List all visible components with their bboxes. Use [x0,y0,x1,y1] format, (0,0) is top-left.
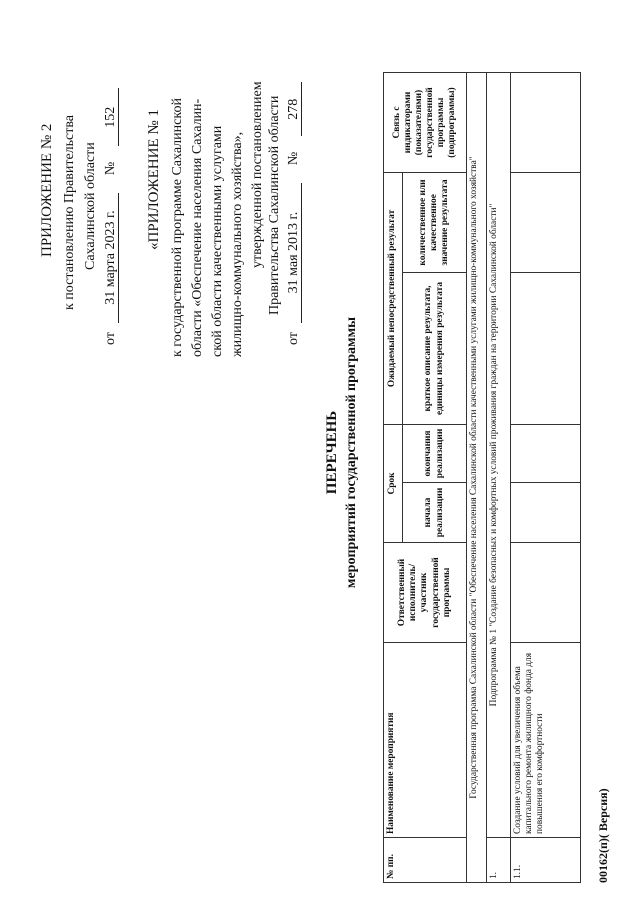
table-row [467,73,487,883]
prior-appendix-number-label: № [286,151,301,166]
item-expected-desc [511,273,581,425]
appendix-line-2: Сахалинской области [83,142,98,270]
list-title: ПЕРЕЧЕНЬ [324,410,340,495]
header-num: № пп. [384,838,467,883]
program-row: Государственная программа Сахалинской области "Обеспечение населения Сахалинской области качественными услугами жилищно-коммунального хозяйства" [467,73,487,883]
prior-appendix-date-line [287,82,302,345]
prior-appendix-number: 278 [287,82,302,136]
header-term-end: окончания реализации [403,425,467,483]
header-responsible: Ответственный исполнитель/участник государственной программы [384,543,467,643]
footer-version: 00162(п)( Версия) [596,788,610,883]
item-term-start [511,483,581,543]
subprogram-num: 1. [487,838,511,883]
item-expected-value [511,173,581,273]
table-row [511,73,581,883]
item-term-end [511,425,581,483]
item-num: 1.1. [511,838,581,883]
appendix-date: 31 марта 2023 г. [104,193,119,323]
item-link [511,73,581,173]
subprogram-title: Подпрограмма № 1 "Создание безопасных и комфортных условий проживания граждан на территории Сахалинской области" [487,73,511,838]
list-subtitle: мероприятий государственной программы [344,316,359,589]
appendix-date-line [104,88,119,345]
prior-appendix-date-prefix: от [286,332,301,345]
prior-appendix-line-2: области «Обеспечение населения Сахалин- [190,98,205,357]
appendix-title: ПРИЛОЖЕНИЕ № 2 [39,123,55,257]
table-row [487,73,511,883]
measures-table [383,72,581,883]
header-name: Наименование мероприятия [384,643,467,838]
prior-appendix-line-5: утвержденной постановлением [250,81,265,268]
item-responsible [511,543,581,643]
header-expected-value: количественное или качественное значение результата [403,173,467,273]
header-term: Срок [384,425,403,543]
header-term-start: начала реализации [403,483,467,543]
appendix-number: 152 [104,88,119,146]
item-name: Создание условий для увеличения объема капитального ремонта жилищного фонда для повышения его комфортности [511,643,581,838]
appendix-line-1: к постановлению Правительства [62,114,77,310]
prior-appendix-date: 31 мая 2013 г. [287,183,302,323]
prior-appendix-line-4: жилищно-коммунального хозяйства», [230,131,245,357]
header-link: Связь с индикаторами (показателями) государственной программы (подпрограммы) [384,73,467,173]
prior-appendix-line-6: Правительства Сахалинской области [267,95,282,315]
prior-appendix-line-3: ской области качественными услугами [210,125,225,357]
header-expected: Ожидаемый непосредственный результат [384,173,403,425]
prior-appendix-title: «ПРИЛОЖЕНИЕ № 1 [146,109,162,250]
header-expected-desc: краткое описание результата, единицы измерения результата [403,273,467,425]
appendix-number-label: № [103,161,118,176]
prior-appendix-line-1: к государственной программе Сахалинской [170,98,185,357]
appendix-date-prefix: от [103,332,118,345]
